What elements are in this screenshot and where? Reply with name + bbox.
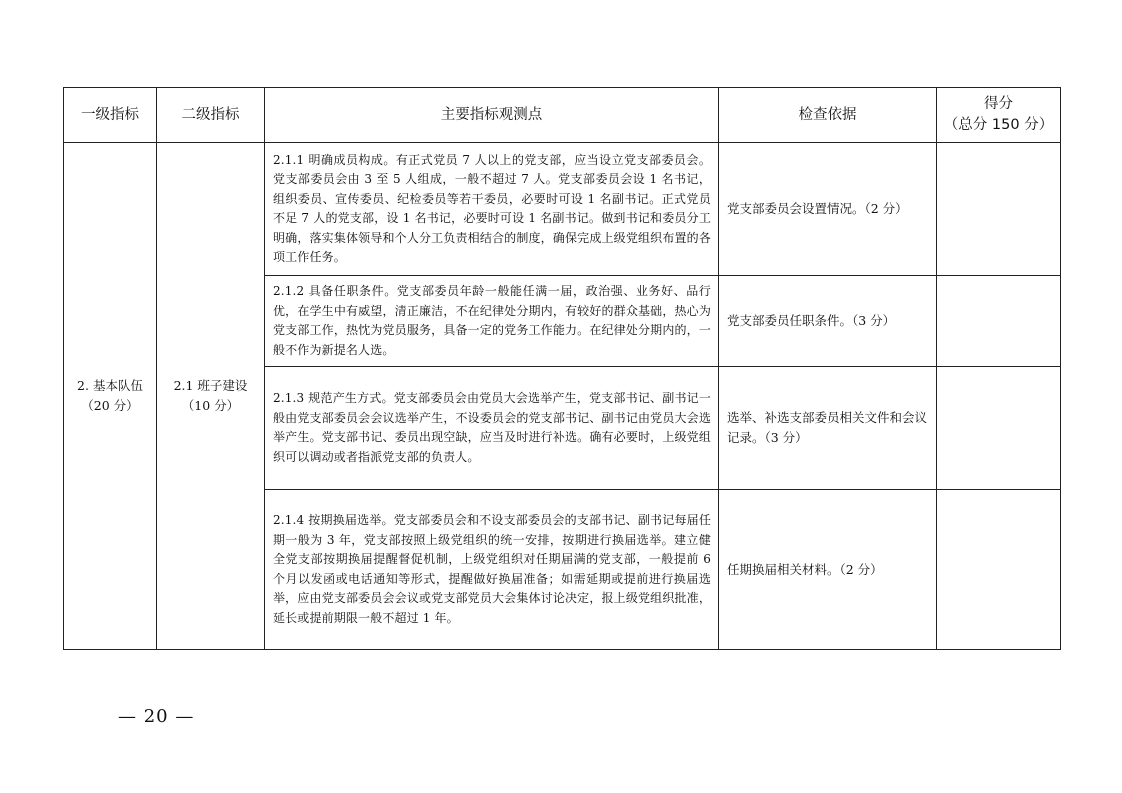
basis-cell: 党支部委员任职条件。（3 分） xyxy=(719,276,937,367)
header-level2: 二级指标 xyxy=(157,88,265,143)
score-cell[interactable] xyxy=(937,276,1061,367)
header-level1: 一级指标 xyxy=(64,88,157,143)
score-cell[interactable] xyxy=(937,367,1061,490)
level1-cell xyxy=(64,143,157,650)
score-cell[interactable] xyxy=(937,143,1061,276)
basis-cell: 选举、补选支部委员相关文件和会议记录。（3 分） xyxy=(719,367,937,490)
table-row xyxy=(64,143,1061,276)
level2-name: 2.1 班子建设 xyxy=(173,378,248,393)
level1-name: 2. 基本队伍 xyxy=(77,378,143,393)
header-score-title: 得分 xyxy=(984,96,1013,112)
observation-cell: 2.1.2 具备任职条件。党支部委员年龄一般能任满一届，政治强、业务好、品行优，在学生中有威望，清正廉洁，不在纪律处分期内，有较好的群众基础，热心为党支部工作，热忱为党员服务，具备一定的党务工作能力。在纪律处分期内的，一般不作为新提名人选。 xyxy=(265,276,719,367)
observation-cell: 2.1.4 按期换届选举。党支部委员会和不设支部委员会的支部书记、副书记每届任期一般为 3 年，党支部按照上级党组织的统一安排，按期进行换届选举。建立健全党支部按期换届提醒督促机制，上级党组织对任期届满的党支部，一般提前 6 个月以发函或电话通知等形式，提醒做好换届准备；如需延期或提前进行换届选举，应由党支部委员会会议或党支部党员大会集体讨论决定，报上级党组织批准，延长或提前期限一般不超过 1 年。 xyxy=(265,490,719,650)
page-number: — 20 — xyxy=(118,706,195,727)
header-observation: 主要指标观测点 xyxy=(265,88,719,143)
observation-cell: 2.1.3 规范产生方式。党支部委员会由党员大会选举产生，党支部书记、副书记一般由党支部委员会会议选举产生，不设委员会的党支部书记、副书记由党员大会选举产生。党支部书记、委员出现空缺，应当及时进行补选。确有必要时，上级党组织可以调动或者指派党支部的负责人。 xyxy=(265,367,719,490)
header-score-total: （总分 150 分） xyxy=(943,117,1054,133)
evaluation-table xyxy=(63,87,1061,650)
basis-cell: 党支部委员会设置情况。（2 分） xyxy=(719,143,937,276)
level2-score: （10 分） xyxy=(181,398,240,413)
level1-score: （20 分） xyxy=(81,398,139,413)
header-score xyxy=(937,88,1061,143)
observation-cell: 2.1.1 明确成员构成。有正式党员 7 人以上的党支部，应当设立党支部委员会。党支部委员会由 3 至 5 人组成，一般不超过 7 人。党支部委员会设 1 名书记，组织委员、宣传委员、纪检委员等若干委员，必要时可设 1 名副书记。正式党员不足 7 人的党支部，设 1 名书记，必要时可设 1 名副书记。做到书记和委员分工明确，落实集体领导和个人分工负责相结合的制度，确保完成上级党组织布置的各项工作任务。 xyxy=(265,143,719,276)
header-row xyxy=(64,88,1061,143)
basis-cell: 任期换届相关材料。（2 分） xyxy=(719,490,937,650)
level2-cell xyxy=(157,143,265,650)
header-basis: 检查依据 xyxy=(719,88,937,143)
score-cell[interactable] xyxy=(937,490,1061,650)
